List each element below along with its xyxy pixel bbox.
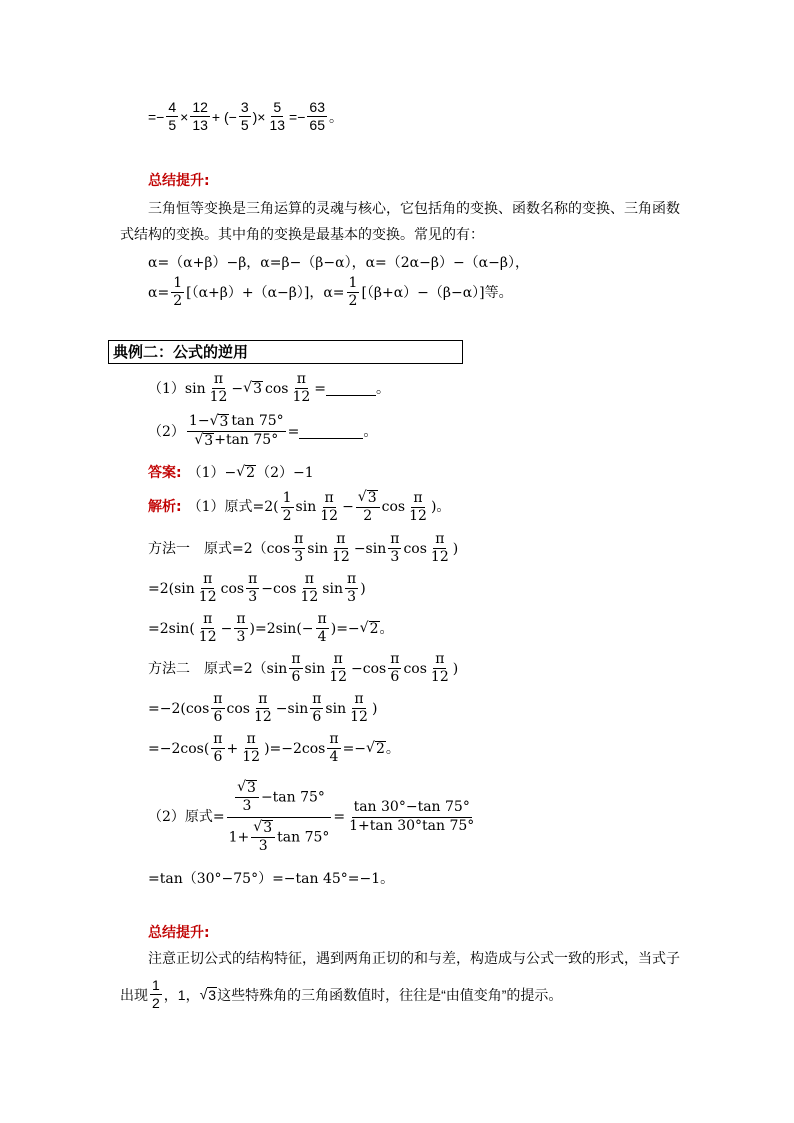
summary-paragraph-line2: 式结构的变换。其中角的变换是最基本的变换。常见的有： <box>120 227 484 243</box>
fraction: $\frac{4}{5}$ <box>168 99 177 134</box>
method-1-line3: =2sin( $\frac{\pi}{12}$ − $\frac{\pi}{3}$ )=2sin(− $\frac{\pi}{4}$ )=− √ 2 。 <box>148 611 394 646</box>
fraction: $\frac{12}{13}$ <box>192 99 208 134</box>
summary-label: 总结提升: <box>148 173 210 189</box>
fraction: $\frac{5}{13}$ <box>269 99 286 134</box>
angle-transform-formula-2: α= $\frac{1}{2}$ [（α+β）+（α−β）]，α= $\frac{1}{2}$ [（β+α）−（β−α）]等。 <box>148 275 513 310</box>
method-1-line2: =2(sin $\frac{\pi}{12}$ cos $\frac{\pi}{3}$ −cos $\frac{\pi}{12}$ sin $\frac{\pi}{3}$ ) <box>148 571 366 606</box>
angle-transform-formula-1: α=（α+β）−β，α=β−（β−α），α=（2α−β）−（α−β）， <box>148 255 529 271</box>
analysis-line: 解析: （1）原式=2( $\frac{1}{2}$ sin $\frac{\pi}{12}$ − √ 3 2 cos $\frac{\pi}{12}$ )。 <box>148 489 451 525</box>
answer-blank <box>326 381 376 396</box>
summary-label: 总结提升: <box>148 925 210 941</box>
summary-paragraph-line2: 出现 $\frac{1}{2}$ ，1， √ 3 这些特殊角的三角函数值时，往往是“由值变角”的提示。 <box>120 977 563 1012</box>
method-2-line2: =−2(cos $\frac{\pi}{6}$ cos $\frac{\pi}{12}$ −sin $\frac{\pi}{6}$ sin $\frac{\pi}{12}$ ) <box>148 691 378 726</box>
method-2-line1: 方法二 原式=2（sin $\frac{\pi}{6}$ sin $\frac{\pi}{12}$ −cos $\frac{\pi}{6}$ cos $\frac{\pi}{12}$ ) <box>148 651 459 686</box>
question-1: （1）sin $\frac{\pi}{12}$ − √ 3 cos $\frac{\pi}{12}$ = 。 <box>148 371 391 406</box>
equation-result-line: =− $\frac{4}{5}$ × $\frac{12}{13}$ + (− $\frac{3}{5}$ )× $\frac{5}{13}$ =− $\frac{63}{65}$ 。 <box>148 99 343 134</box>
method-1-line1: 方法一 原式=2（cos $\frac{\pi}{3}$ sin $\frac{\pi}{12}$ −sin $\frac{\pi}{3}$ cos $\frac{\pi}{12}$ ) <box>148 531 459 566</box>
summary-paragraph-line1: 注意正切公式的结构特征，遇到两角正切的和与差，构造成与公式一致的形式，当式子 <box>148 951 680 967</box>
answer-blank <box>299 424 363 439</box>
fraction: $\frac{63}{65}$ <box>309 99 325 134</box>
summary-paragraph-line1: 三角恒等变换是三角运算的灵魂与核心，它包括角的变换、函数名称的变换、三角函数 <box>148 201 680 217</box>
method-2-line3: =−2cos( $\frac{\pi}{6}$ + $\frac{\pi}{12}$ )=−2cos $\frac{\pi}{4}$ =− √ 2 。 <box>148 731 400 766</box>
sqrt-symbol: √ 3 <box>243 380 262 398</box>
example-heading: 典例二：公式的逆用 <box>108 340 463 364</box>
question-2: （2） 1− √ 3 tan 75° √ 3 +tan 75° = 。 <box>148 413 378 450</box>
fraction: $\frac{3}{5}$ <box>240 99 249 134</box>
part-2-line1: （2）原式= √ 3 3 −tan 75° 1+ √ 3 3 tan 75° = $\frac{\tan 30^\circ-\tan 75^\circ}{1+\tan 30^\circ\tan 75^\circ}$ <box>148 779 475 855</box>
answer-line: 答案: （1）− √ 2 （2）−1 <box>148 464 314 481</box>
part-2-line2: =tan（30°−75°）=−tan 45°=−1。 <box>148 871 395 887</box>
